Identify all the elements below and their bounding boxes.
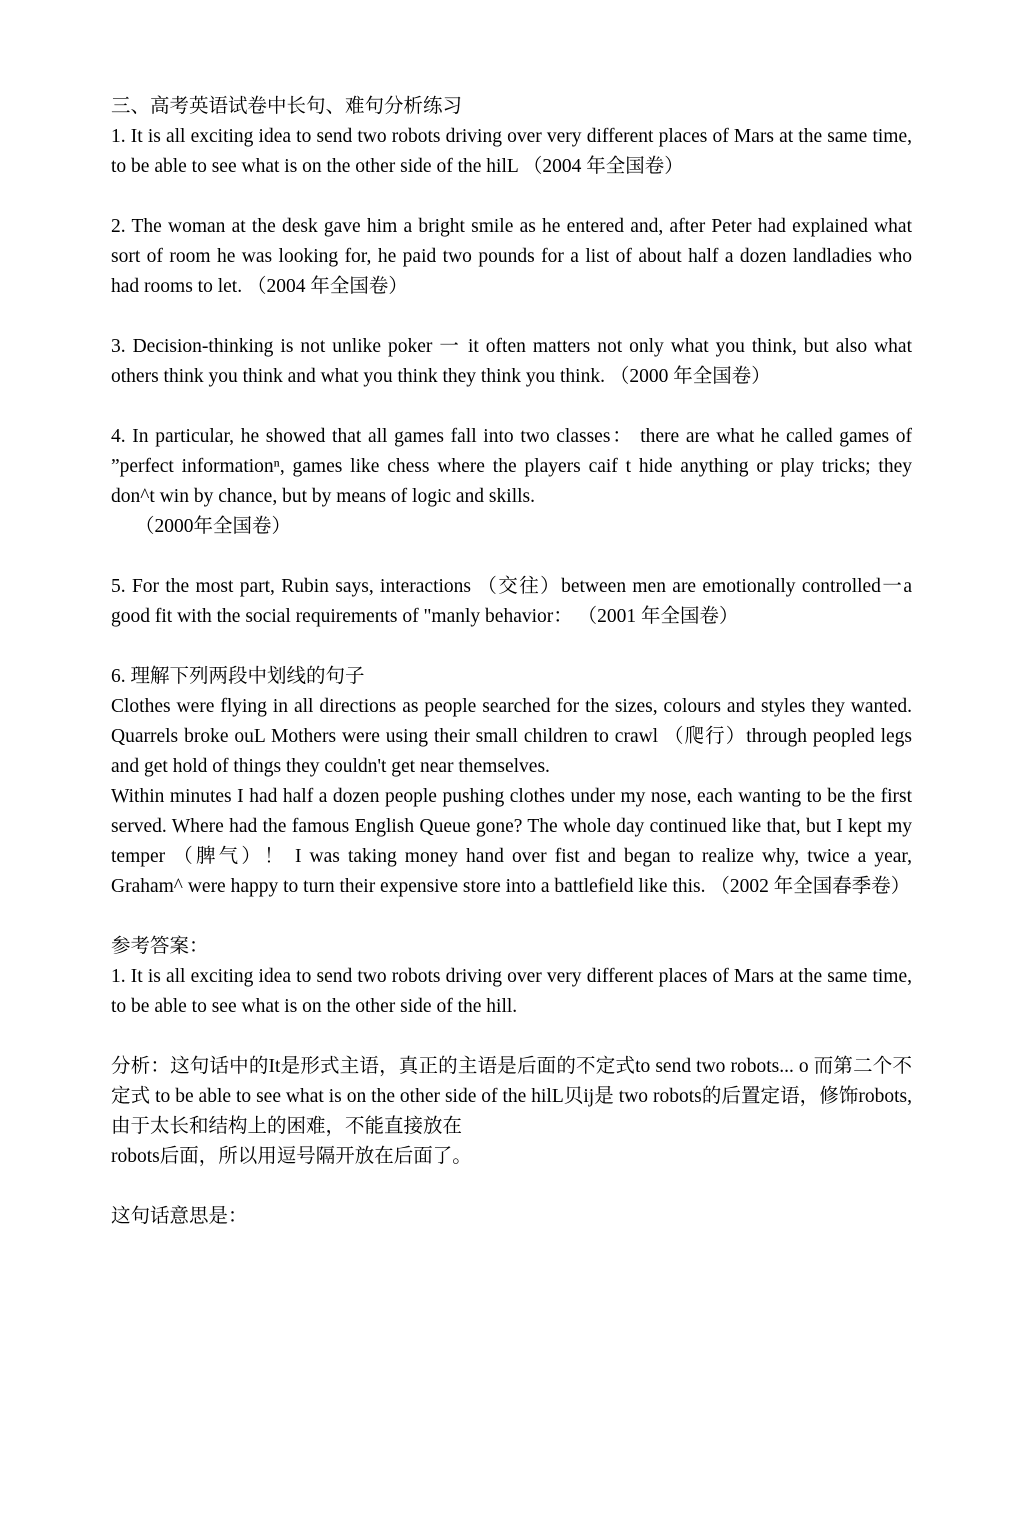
exercise-item-4-source: （2000年全国卷） [135,516,292,537]
answer-sentence-1: 1. It is all exciting idea to send two robots driving over very different places of Mars at the same time, to be able to see what is on the other side of the hill. [111,966,912,1017]
exercise-item-6-title: 6. 理解下列两段中划线的句子 [111,666,365,687]
answer-heading: 参考答案： [111,936,209,957]
exercise-item-1: 1. It is all exciting idea to send two robots driving over very different places of Mars at the same time, to be able to see what is on the other side of the hilL （2004 年全国卷） [111,126,912,177]
analysis-text: 分析：这句话中的It是形式主语，真正的主语是后面的不定式to send two robots... o 而第二个不定式 to be able to see what is on the other side of the hilL贝ij是 two robots的后置定语，修饰robots,由于太长和结构上的困难，不能直接放在 [111,1056,912,1137]
exercise-item-4: 4. In particular, he showed that all games fall into two classes： there are what he called games of ”perfect informationⁿ, games like chess where the players caif t hide anything or play tricks; they don^t win by chance, but by means of logic and skills. [111,426,912,507]
exercise-item-3: 3. Decision-thinking is not unlike poker 一 it often matters not only what you think, but also what others think you think and what you think they think you think. （2000 年全国卷） [111,336,912,387]
exercise-item-6-paragraph: Within minutes I had half a dozen people pushing clothes under my nose, each wanting to be the first served. Where had the famous English Queue gone? The whole day continued like that, but I kept my temper （脾气）！ I was taking money hand over fist and began to realize why, twice a year, Graham^ were happy to turn their expensive store into a battlefield like this. （2002 年全国春季卷） [111,786,912,897]
exercise-item-6-paragraph: Clothes were flying in all directions as people searched for the sizes, colours and styles they wanted. Quarrels broke ouL Mothers were using their small children to crawl （爬行）through peopled legs and get hold of things they couldn't get near themselves. [111,696,912,777]
exercise-item-2: 2. The woman at the desk gave him a bright smile as he entered and, after Peter had explained what sort of room he was looking for, he paid two pounds for a list of about half a dozen landladies who had rooms to let. （2004 年全国卷） [111,216,912,297]
analysis-text-end: robots后面，所以用逗号隔开放在后面了。 [111,1146,472,1167]
exercise-item-5: 5. For the most part, Rubin says, interactions （交往）between men are emotionally controlled一a good fit with the social requirements of "manly behavior： （2001 年全国卷） [111,576,912,627]
section-heading: 三、高考英语试卷中长句、难句分析练习 [111,96,463,117]
meaning-label: 这句话意思是： [111,1206,248,1227]
document-body [111,92,912,1232]
